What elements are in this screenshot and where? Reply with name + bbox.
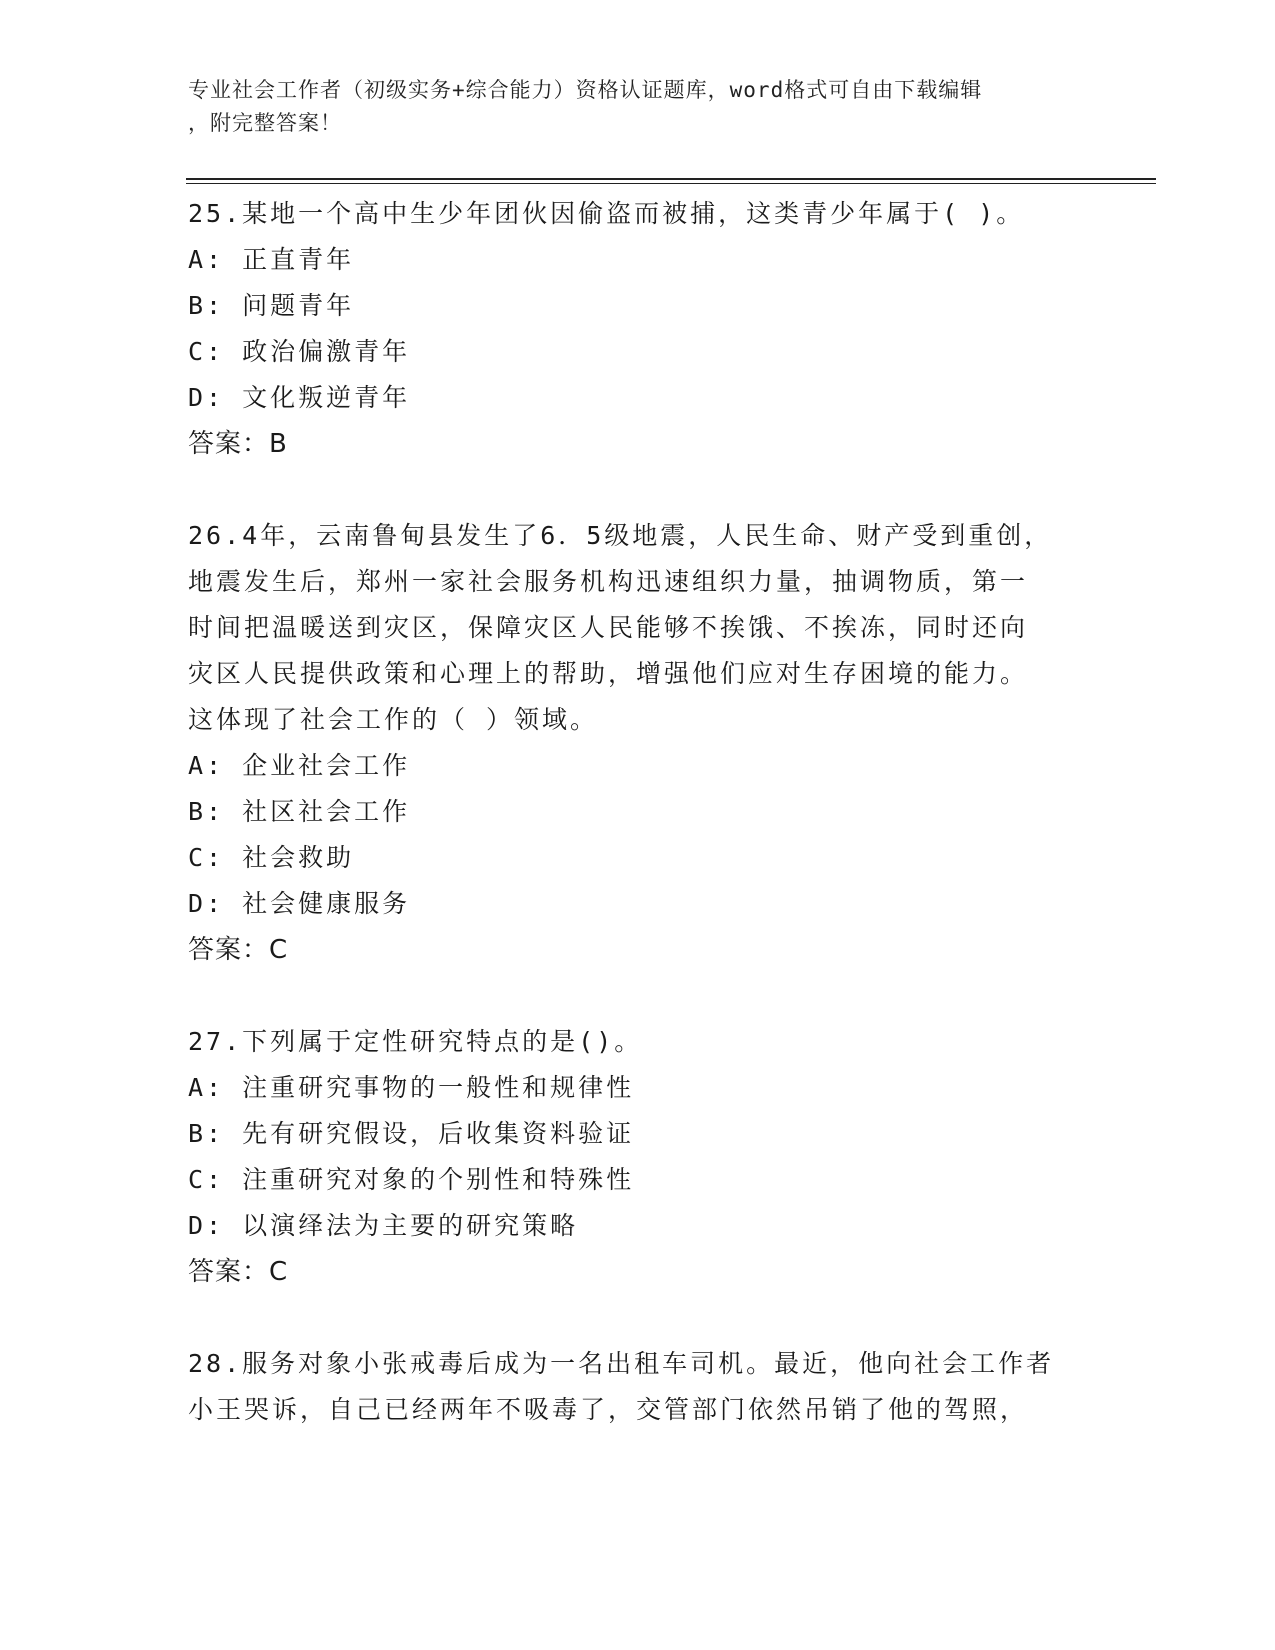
- question-28: [188, 1341, 1088, 1433]
- question-text-line-2: 小王哭诉，自己已经两年不吸毒了，交管部门依然吊销了他的驾照，: [188, 1395, 1029, 1424]
- option-a: A: 正直青年: [188, 245, 355, 274]
- header-title-line-1: 专业社会工作者（初级实务+综合能力）资格认证题库，word格式可自由下载编辑: [188, 78, 983, 102]
- option-d: D: 文化叛逆青年: [188, 383, 411, 412]
- question-list: [188, 191, 1088, 1433]
- question-25: [188, 191, 1088, 467]
- question-text-line-2: 地震发生后，郑州一家社会服务机构迅速组织力量，抽调物质，第一: [188, 567, 1029, 596]
- option-c: C: 政治偏激青年: [188, 337, 411, 366]
- header-divider-thin: [186, 183, 1156, 184]
- document-header: [188, 74, 1088, 140]
- answer-label: 答案：C: [188, 935, 289, 965]
- question-text-line-4: 灾区人民提供政策和心理上的帮助，增强他们应对生存困境的能力。: [188, 659, 1029, 688]
- question-text-line-1: 26.4年，云南鲁甸县发生了6．5级地震，人民生命、财产受到重创，: [188, 521, 1053, 550]
- option-a: A: 企业社会工作: [188, 751, 411, 780]
- option-b: B: 社区社会工作: [188, 797, 411, 826]
- option-d: D: 社会健康服务: [188, 889, 411, 918]
- option-b: B: 先有研究假设，后收集资料验证: [188, 1119, 635, 1148]
- question-text-line-3: 时间把温暖送到灾区，保障灾区人民能够不挨饿、不挨冻，同时还向: [188, 613, 1029, 642]
- question-text-line-5: 这体现了社会工作的（ ）领域。: [188, 705, 599, 734]
- option-b: B: 问题青年: [188, 291, 355, 320]
- option-c: C: 社会救助: [188, 843, 355, 872]
- option-d: D: 以演绎法为主要的研究策略: [188, 1211, 579, 1240]
- header-divider-thick: [186, 178, 1156, 180]
- question-text: 25.某地一个高中生少年团伙因偷盗而被捕，这类青少年属于( )。: [188, 199, 1025, 228]
- spacer: [188, 973, 1088, 1019]
- question-26: [188, 513, 1088, 973]
- spacer: [188, 1295, 1088, 1341]
- option-c: C: 注重研究对象的个别性和特殊性: [188, 1165, 635, 1194]
- question-text: 27.下列属于定性研究特点的是()。: [188, 1027, 643, 1056]
- question-27: [188, 1019, 1088, 1295]
- answer-label: 答案：C: [188, 1257, 289, 1287]
- answer-label: 答案：B: [188, 429, 288, 459]
- spacer: [188, 467, 1088, 513]
- option-a: A: 注重研究事物的一般性和规律性: [188, 1073, 635, 1102]
- header-title-line-2: ，附完整答案！: [188, 111, 342, 135]
- question-text-line-1: 28.服务对象小张戒毒后成为一名出租车司机。最近，他向社会工作者: [188, 1349, 1055, 1378]
